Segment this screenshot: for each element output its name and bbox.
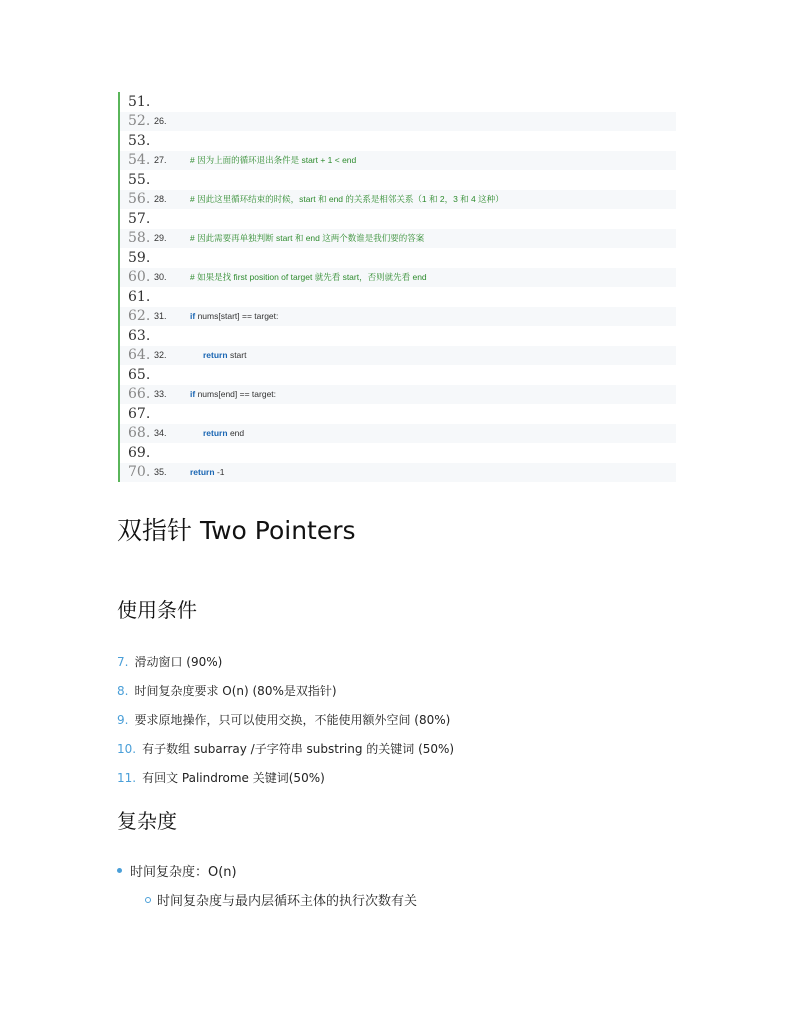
list-number: 9. bbox=[117, 712, 129, 727]
inner-line-number: 30. bbox=[154, 272, 167, 283]
code-line bbox=[120, 229, 676, 249]
code-keyword: if bbox=[190, 389, 196, 400]
inner-line-number: 33. bbox=[154, 389, 167, 400]
code-line bbox=[120, 424, 676, 444]
code-line bbox=[120, 190, 676, 210]
inner-line-number: 28. bbox=[154, 194, 167, 205]
outer-line-number: 52. bbox=[128, 113, 151, 130]
list-text: 时间复杂度要求 O(n) (80%是双指针) bbox=[134, 684, 337, 698]
inner-line-number: 31. bbox=[154, 311, 167, 322]
conditions-list bbox=[117, 647, 454, 792]
code-expression: start bbox=[229, 350, 247, 361]
code-line bbox=[120, 151, 676, 171]
outer-line-number: 53. bbox=[128, 132, 151, 149]
bullet-icon bbox=[117, 868, 122, 873]
code-expression: nums[end] == target: bbox=[197, 389, 277, 400]
outer-line-number: 59. bbox=[128, 249, 151, 266]
code-keyword: if bbox=[190, 311, 196, 322]
code-statement bbox=[178, 350, 246, 360]
code-line bbox=[120, 268, 676, 288]
list-text: 要求原地操作，只可以使用交换，不能使用额外空间 (80%) bbox=[134, 713, 451, 727]
outer-line-number: 63. bbox=[128, 327, 151, 344]
code-line bbox=[120, 209, 676, 229]
list-text: 时间复杂度与最内层循环主体的执行次数有关 bbox=[157, 894, 418, 909]
outer-line-number: 68. bbox=[128, 425, 151, 442]
code-block bbox=[118, 92, 676, 482]
list-number: 10. bbox=[117, 741, 137, 756]
list-text: 有回文 Palindrome 关键词(50%) bbox=[142, 771, 325, 785]
outer-line-number: 65. bbox=[128, 366, 151, 383]
code-comment: # 因为上面的循环退出条件是 start + 1 < end bbox=[190, 155, 357, 166]
code-line bbox=[120, 92, 676, 112]
code-keyword: return bbox=[203, 350, 228, 361]
code-statement bbox=[178, 428, 244, 438]
code-line bbox=[120, 385, 676, 405]
outer-line-number: 66. bbox=[128, 386, 151, 403]
outer-line-number: 67. bbox=[128, 405, 151, 422]
code-keyword: return bbox=[203, 428, 228, 439]
inner-line-number: 34. bbox=[154, 428, 167, 439]
outer-line-number: 60. bbox=[128, 269, 151, 286]
code-comment: # 因此这里循环结束的时候，start 和 end 的关系是相邻关系（1 和 2，3 和 4 这种） bbox=[190, 194, 504, 205]
code-expression: -1 bbox=[216, 467, 225, 478]
code-expression: nums[start] == target: bbox=[197, 311, 279, 322]
list-item bbox=[117, 676, 454, 705]
list-item bbox=[117, 856, 417, 885]
code-statement bbox=[178, 311, 278, 321]
inner-line-number: 26. bbox=[154, 116, 167, 127]
outer-line-number: 69. bbox=[128, 444, 151, 461]
code-expression: end bbox=[229, 428, 245, 439]
list-text: 滑动窗口 (90%) bbox=[134, 655, 223, 669]
list-item bbox=[117, 734, 454, 763]
code-statement bbox=[178, 389, 276, 399]
list-item bbox=[117, 705, 454, 734]
outer-line-number: 56. bbox=[128, 191, 151, 208]
sub-list-item bbox=[117, 885, 417, 914]
list-number: 11. bbox=[117, 770, 137, 785]
outer-line-number: 62. bbox=[128, 308, 151, 325]
code-line bbox=[120, 112, 676, 132]
code-line bbox=[120, 463, 676, 483]
code-keyword: return bbox=[190, 467, 215, 478]
code-line bbox=[120, 443, 676, 463]
list-text: 时间复杂度：O(n) bbox=[130, 865, 237, 880]
inner-line-number: 29. bbox=[154, 233, 167, 244]
list-number: 8. bbox=[117, 683, 129, 698]
hollow-bullet-icon bbox=[145, 897, 151, 903]
list-number: 7. bbox=[117, 654, 129, 669]
inner-line-number: 32. bbox=[154, 350, 167, 361]
complexity-list bbox=[117, 856, 417, 914]
outer-line-number: 70. bbox=[128, 464, 151, 481]
inner-line-number: 27. bbox=[154, 155, 167, 166]
complexity-heading: 复杂度 bbox=[117, 809, 177, 833]
code-line bbox=[120, 346, 676, 366]
outer-line-number: 61. bbox=[128, 288, 151, 305]
outer-line-number: 55. bbox=[128, 171, 151, 188]
code-comment: # 因此需要再单独判断 start 和 end 这两个数谁是我们要的答案 bbox=[190, 233, 425, 244]
outer-line-number: 54. bbox=[128, 152, 151, 169]
code-line bbox=[120, 404, 676, 424]
outer-line-number: 51. bbox=[128, 93, 151, 110]
code-line bbox=[120, 287, 676, 307]
code-line bbox=[120, 365, 676, 385]
code-line bbox=[120, 307, 676, 327]
inner-line-number: 35. bbox=[154, 467, 167, 478]
list-item bbox=[117, 763, 454, 792]
section-title: 双指针 Two Pointers bbox=[117, 516, 356, 545]
code-line bbox=[120, 326, 676, 346]
list-text: 有子数组 subarray /子字符串 substring 的关键词 (50%) bbox=[142, 742, 455, 756]
code-comment: # 如果是找 first position of target 就先看 start，否则就先看 end bbox=[190, 272, 427, 283]
list-item bbox=[117, 647, 454, 676]
code-line bbox=[120, 170, 676, 190]
code-line bbox=[120, 248, 676, 268]
outer-line-number: 64. bbox=[128, 347, 151, 364]
code-line bbox=[120, 131, 676, 151]
outer-line-number: 57. bbox=[128, 210, 151, 227]
conditions-heading: 使用条件 bbox=[117, 598, 197, 622]
outer-line-number: 58. bbox=[128, 230, 151, 247]
code-statement bbox=[178, 467, 225, 477]
